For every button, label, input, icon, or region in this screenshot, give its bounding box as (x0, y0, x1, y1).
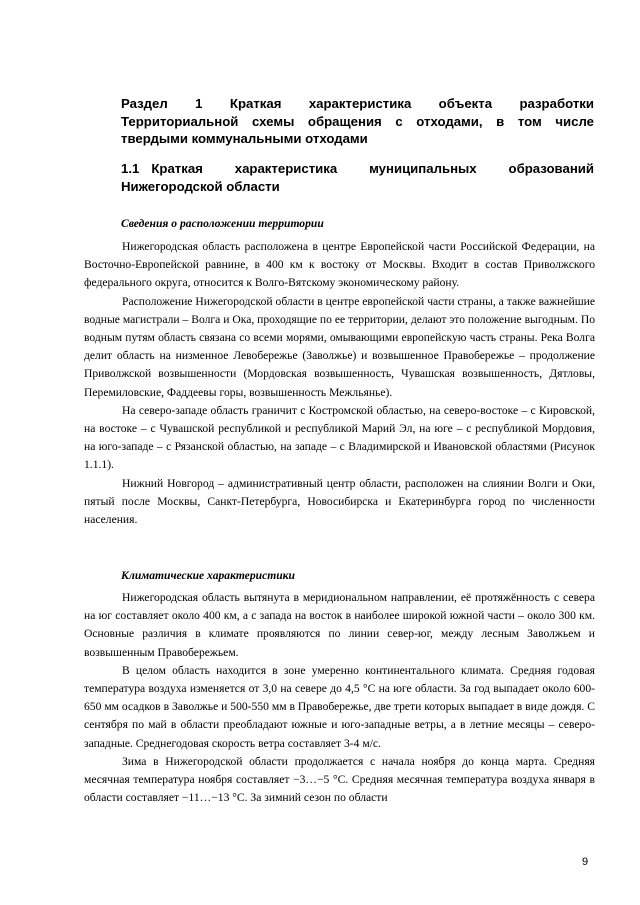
paragraph: Нижний Новгород – административный центр области, расположен на слиянии Волги и Оки, пятый после Москвы, Санкт-Петербурга, Новосибирска и Екатеринбурга город по численности населения. (84, 476, 595, 527)
paragraph: Нижегородская область вытянута в меридиональном направлении, её протяжённость с севера на юг составляет около 400 км, а с запада на восток в наиболее широкой южной части – около 300 км. Основные различия в климате проявляются по линии север-юг, между лесным Заволжьем и возвышенным Правобережьем. (84, 591, 595, 659)
page-number: 9 (582, 856, 589, 868)
subsection-number: 1.1 (121, 161, 140, 176)
paragraph: В целом область находится в зоне умеренно континентального климата. Средняя годовая температура воздуха изменяется от 3,0 на севере до 4,5 °С на юге области. За год выпадает около 600-650 мм осадков в Заволжье и 500-550 мм в Правобережье, две трети которых выпадает в виде дождя. С сентября по май в области преобладают южные и юго-западные ветры, а в летние месяцы – северо-западные. Среднегодовая скорость ветра составляет 3-4 м/с. (84, 663, 595, 750)
paragraph: Зима в Нижегородской области продолжается с начала ноября до конца марта. Средняя месячная температура ноября составляет −3…−5 °С. Средняя месячная температура воздуха января в области составляет −11…−13 °С. За зимний сезон по области (84, 754, 595, 805)
paragraph: На северо-западе область граничит с Костромской областью, на северо-востоке – с Кировской, на востоке – с Чувашской республикой и республикой Марий Эл, на юге – с республикой Мордовия, на юго-западе – с Рязанской областью, на западе – с Владимирской и Ивановской областями (Рисунок 1.1.1). (84, 403, 595, 472)
paragraph: Расположение Нижегородской области в центре европейской части страны, а также важнейшие водные магистрали – Волга и Ока, проходящие по ее территории, делают это положение выгодным. По водным путям область связана со всеми морями, омывающими европейскую часть страны. Река Волга делит область на низменное Левобережье (Заволжье) и возвышенное Правобережье – продолжение Приволжской возвышенности (Мордовская возвышенность, Чувашская возвышенность, Дятловы, Перемиловские, Фаддеевы горы, возвышенность Межльянье). (84, 294, 595, 399)
climate-heading: Климатические характеристики (121, 569, 296, 582)
climate-text (84, 589, 595, 807)
section-heading: Раздел 1 Краткая характеристика объекта разработки Территориальной схемы обращения с отходами, в том числе твердыми коммунальными отходами (121, 96, 594, 146)
location-heading: Сведения о расположении территории (121, 217, 324, 230)
location-text (84, 238, 595, 529)
subsection-title: Краткая характеристика муниципальных образований Нижегородской области (121, 161, 594, 194)
paragraph: Нижегородская область расположена в центре Европейской части Российской Федерации, на Восточно-Европейской равнине, в 400 км к востоку от Москвы. Входит в состав Приволжского федерального округа, относится к Волго-Вятскому экономическому району. (84, 240, 595, 290)
subsection-heading (121, 160, 594, 195)
